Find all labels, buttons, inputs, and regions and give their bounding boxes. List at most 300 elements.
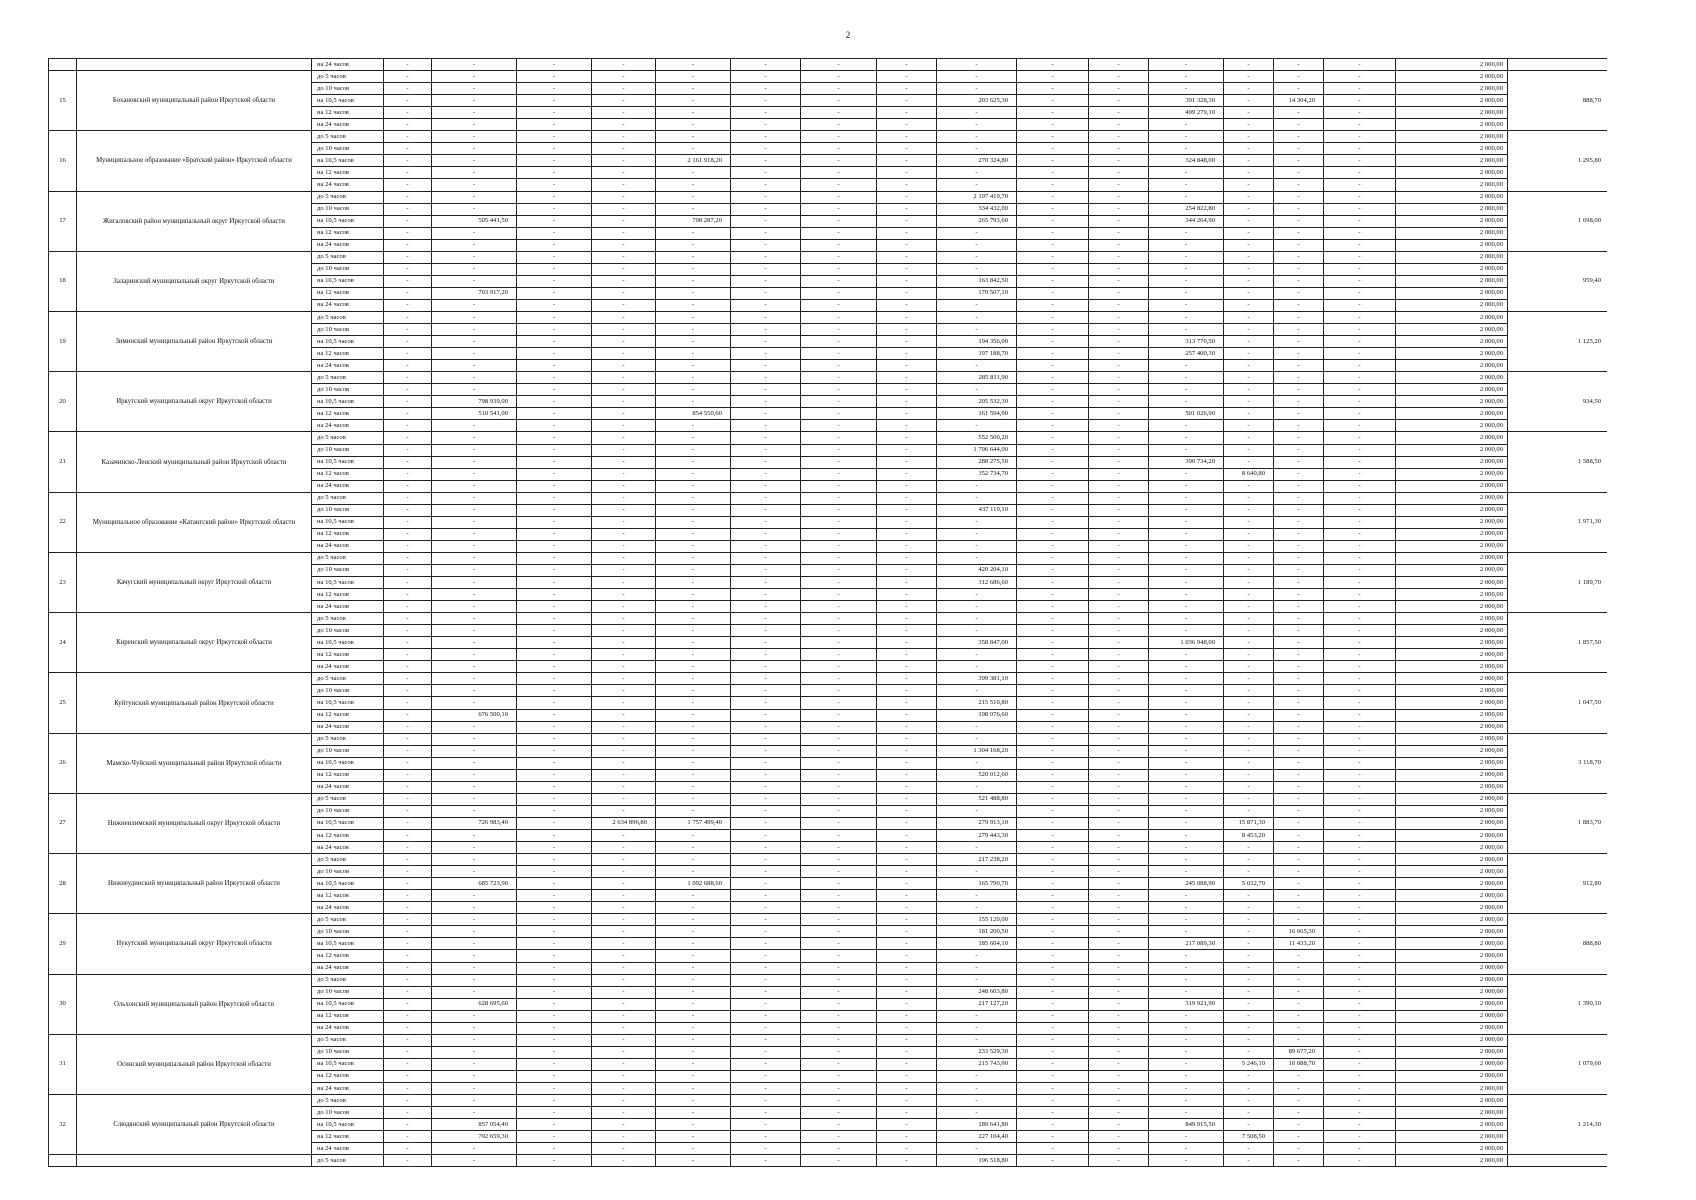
dash-cell: -	[592, 601, 656, 613]
dash-cell: -	[731, 962, 801, 974]
dash-cell: -	[1089, 878, 1149, 890]
price-cell: 2 000,00	[1396, 131, 1508, 143]
dash-cell: -	[432, 179, 517, 191]
dash-cell: -	[877, 324, 937, 336]
duration-cell: на 24 часов	[312, 420, 384, 432]
price-cell: 2 000,00	[1396, 179, 1508, 191]
dash-cell: -	[1089, 938, 1149, 950]
dash-cell: -	[801, 179, 877, 191]
value-cell: 2 161 918,20	[656, 155, 731, 167]
dash-cell: -	[877, 504, 937, 516]
dash-cell: -	[384, 697, 432, 709]
dash-cell: -	[432, 601, 517, 613]
dash-cell: -	[1089, 155, 1149, 167]
dash-cell: -	[801, 625, 877, 637]
dash-cell: -	[517, 938, 592, 950]
price-cell: 2 000,00	[1396, 1034, 1508, 1046]
duration-cell: до 5 часов	[312, 793, 384, 805]
price-cell: 2 000,00	[1396, 83, 1508, 95]
dash-cell: -	[432, 504, 517, 516]
region-name: Иркутский муниципальный округ Иркутской области	[77, 372, 312, 432]
dash-cell: -	[656, 625, 731, 637]
dash-cell: -	[1224, 263, 1274, 275]
duration-cell: до 5 часов	[312, 673, 384, 685]
dash-cell: -	[1274, 962, 1324, 974]
dash-cell: -	[592, 1119, 656, 1131]
dash-cell: -	[1149, 902, 1224, 914]
dash-cell: -	[1224, 95, 1274, 107]
value-cell: 198 076,60	[937, 709, 1017, 721]
dash-cell: -	[877, 830, 937, 842]
dash-cell: -	[877, 360, 937, 372]
dash-cell: -	[1017, 336, 1089, 348]
dash-cell: -	[656, 528, 731, 540]
dash-cell: -	[592, 528, 656, 540]
duration-cell: до 10 часов	[312, 564, 384, 576]
dash-cell: -	[1017, 275, 1089, 287]
dash-cell: -	[517, 673, 592, 685]
dash-cell: -	[517, 1010, 592, 1022]
dash-cell: -	[801, 709, 877, 721]
dash-cell: -	[877, 902, 937, 914]
dash-cell: -	[877, 781, 937, 793]
dash-cell: -	[1224, 613, 1274, 625]
duration-cell: до 5 часов	[312, 552, 384, 564]
dash-cell: -	[656, 697, 731, 709]
dash-cell: -	[592, 263, 656, 275]
dash-cell: -	[592, 420, 656, 432]
dash-cell: -	[432, 974, 517, 986]
dash-cell: -	[937, 131, 1017, 143]
dash-cell: -	[877, 1155, 937, 1167]
dash-cell: -	[656, 1034, 731, 1046]
dash-cell: -	[1324, 324, 1396, 336]
dash-cell: -	[801, 95, 877, 107]
dash-cell: -	[801, 1131, 877, 1143]
dash-cell: -	[937, 480, 1017, 492]
dash-cell: -	[1224, 769, 1274, 781]
region-total: 1 079,60	[1508, 1034, 1608, 1094]
dash-cell: -	[1089, 962, 1149, 974]
dash-cell: -	[1089, 1155, 1149, 1167]
dash-cell: -	[1324, 745, 1396, 757]
dash-cell: -	[937, 251, 1017, 263]
dash-cell: -	[1017, 432, 1089, 444]
dash-cell: -	[1274, 902, 1324, 914]
region-number: 31	[49, 1034, 77, 1094]
region-number: 16	[49, 131, 77, 191]
dash-cell: -	[877, 215, 937, 227]
value-cell: 203 625,30	[937, 95, 1017, 107]
dash-cell: -	[1089, 721, 1149, 733]
dash-cell: -	[592, 384, 656, 396]
dash-cell: -	[1089, 275, 1149, 287]
dash-cell: -	[1149, 444, 1224, 456]
dash-cell: -	[517, 721, 592, 733]
dash-cell: -	[592, 1131, 656, 1143]
dash-cell: -	[656, 468, 731, 480]
dash-cell: -	[937, 1143, 1017, 1155]
dash-cell: -	[877, 926, 937, 938]
region-number: 23	[49, 552, 77, 612]
dash-cell: -	[801, 1119, 877, 1131]
dash-cell: -	[1089, 372, 1149, 384]
dash-cell: -	[801, 938, 877, 950]
dash-cell: -	[877, 336, 937, 348]
dash-cell: -	[937, 805, 1017, 817]
dash-cell: -	[384, 1034, 432, 1046]
duration-cell: на 24 часов	[312, 299, 384, 311]
dash-cell: -	[656, 1046, 731, 1058]
dash-cell: -	[1274, 564, 1324, 576]
dash-cell: -	[592, 781, 656, 793]
region-total: 912,80	[1508, 854, 1608, 914]
value-cell: 215 510,80	[937, 697, 1017, 709]
region-total: 888,80	[1508, 914, 1608, 974]
duration-cell: до 5 часов	[312, 1155, 384, 1167]
dash-cell: -	[801, 697, 877, 709]
dash-cell: -	[384, 721, 432, 733]
dash-cell: -	[801, 396, 877, 408]
dash-cell: -	[1324, 721, 1396, 733]
dash-cell: -	[1224, 215, 1274, 227]
dash-cell: -	[731, 902, 801, 914]
duration-cell: на 10,5 часов	[312, 456, 384, 468]
dash-cell: -	[801, 324, 877, 336]
price-cell: 2 000,00	[1396, 504, 1508, 516]
dash-cell: -	[384, 805, 432, 817]
dash-cell: -	[592, 227, 656, 239]
dash-cell: -	[731, 504, 801, 516]
dash-cell: -	[432, 336, 517, 348]
dash-cell: -	[384, 227, 432, 239]
dash-cell: -	[801, 1046, 877, 1058]
dash-cell: -	[656, 396, 731, 408]
dash-cell: -	[517, 95, 592, 107]
dash-cell: -	[731, 287, 801, 299]
value-cell: 285 811,90	[937, 372, 1017, 384]
dash-cell: -	[384, 589, 432, 601]
price-cell: 2 000,00	[1396, 998, 1508, 1010]
dash-cell: -	[432, 637, 517, 649]
dash-cell: -	[592, 83, 656, 95]
dash-cell: -	[517, 757, 592, 769]
dash-cell: -	[1149, 1095, 1224, 1107]
region-total: 1 971,30	[1508, 492, 1608, 552]
dash-cell: -	[877, 1095, 937, 1107]
dash-cell: -	[1324, 71, 1396, 83]
dash-cell: -	[1224, 1155, 1274, 1167]
value-cell: 217 238,20	[937, 854, 1017, 866]
dash-cell: -	[517, 420, 592, 432]
dash-cell: -	[384, 119, 432, 131]
dash-cell: -	[592, 480, 656, 492]
dash-cell: -	[801, 601, 877, 613]
dash-cell: -	[1274, 71, 1324, 83]
dash-cell: -	[1274, 793, 1324, 805]
dash-cell: -	[937, 866, 1017, 878]
dash-cell: -	[592, 167, 656, 179]
dash-cell: -	[1324, 1070, 1396, 1082]
dash-cell: -	[432, 552, 517, 564]
dash-cell: -	[1274, 107, 1324, 119]
dash-cell: -	[517, 287, 592, 299]
dash-cell: -	[656, 998, 731, 1010]
dash-cell: -	[432, 540, 517, 552]
dash-cell: -	[592, 757, 656, 769]
dash-cell: -	[1089, 1119, 1149, 1131]
dash-cell: -	[1324, 540, 1396, 552]
dash-cell: -	[937, 263, 1017, 275]
dash-cell: -	[937, 661, 1017, 673]
dash-cell: -	[731, 336, 801, 348]
dash-cell: -	[1274, 263, 1324, 275]
dash-cell: -	[592, 745, 656, 757]
price-cell: 2 000,00	[1396, 805, 1508, 817]
value-cell: 189 641,80	[937, 1119, 1017, 1131]
dash-cell: -	[1224, 203, 1274, 215]
dash-cell: -	[731, 998, 801, 1010]
price-cell: 2 000,00	[1396, 516, 1508, 528]
dash-cell: -	[1089, 83, 1149, 95]
dash-cell: -	[1224, 1046, 1274, 1058]
dash-cell: -	[937, 902, 1017, 914]
dash-cell: -	[1089, 625, 1149, 637]
value-cell: 798 287,20	[656, 215, 731, 227]
dash-cell: -	[1017, 601, 1089, 613]
duration-cell: на 24 часов	[312, 360, 384, 372]
dash-cell: -	[1089, 444, 1149, 456]
price-cell: 2 000,00	[1396, 1010, 1508, 1022]
dash-cell: -	[384, 1010, 432, 1022]
dash-cell: -	[877, 854, 937, 866]
dash-cell: -	[1224, 480, 1274, 492]
dash-cell: -	[517, 348, 592, 360]
dash-cell: -	[731, 167, 801, 179]
value-cell: 245 088,90	[1149, 878, 1224, 890]
dash-cell: -	[517, 998, 592, 1010]
dash-cell: -	[517, 685, 592, 697]
value-cell: 265 793,60	[937, 215, 1017, 227]
dash-cell: -	[1089, 817, 1149, 829]
dash-cell: -	[592, 625, 656, 637]
dash-cell: -	[731, 1058, 801, 1070]
dash-cell: -	[937, 107, 1017, 119]
dash-cell: -	[731, 649, 801, 661]
dash-cell: -	[432, 516, 517, 528]
value-cell: 8 453,20	[1224, 830, 1274, 842]
duration-cell: до 10 часов	[312, 1046, 384, 1058]
dash-cell: -	[656, 179, 731, 191]
dash-cell: -	[1017, 1070, 1089, 1082]
dash-cell: -	[592, 854, 656, 866]
dash-cell: -	[656, 1022, 731, 1034]
duration-cell: на 12 часов	[312, 348, 384, 360]
dash-cell: -	[1149, 504, 1224, 516]
price-cell: 2 000,00	[1396, 673, 1508, 685]
dash-cell: -	[384, 1046, 432, 1058]
dash-cell: -	[1017, 673, 1089, 685]
dash-cell: -	[592, 866, 656, 878]
dash-cell: -	[1274, 781, 1324, 793]
dash-cell: -	[517, 805, 592, 817]
price-cell: 2 000,00	[1396, 444, 1508, 456]
dash-cell: -	[384, 504, 432, 516]
dash-cell: -	[731, 396, 801, 408]
dash-cell: -	[384, 372, 432, 384]
duration-cell: на 12 часов	[312, 649, 384, 661]
dash-cell: -	[801, 492, 877, 504]
dash-cell: -	[384, 564, 432, 576]
dash-cell: -	[1149, 191, 1224, 203]
dash-cell: -	[1017, 613, 1089, 625]
dash-cell: -	[592, 1058, 656, 1070]
dash-cell: -	[656, 830, 731, 842]
value-cell: 312 686,60	[937, 577, 1017, 589]
dash-cell: -	[1324, 348, 1396, 360]
value-cell: 10 088,70	[1274, 1058, 1324, 1070]
value-cell: 5 032,70	[1224, 878, 1274, 890]
duration-cell: на 10,5 часов	[312, 275, 384, 287]
dash-cell: -	[877, 697, 937, 709]
dash-cell: -	[1224, 926, 1274, 938]
dash-cell: -	[592, 938, 656, 950]
dash-cell: -	[1324, 396, 1396, 408]
dash-cell: -	[592, 1010, 656, 1022]
dash-cell: -	[877, 107, 937, 119]
dash-cell: -	[1149, 528, 1224, 540]
dash-cell: -	[877, 131, 937, 143]
price-cell: 2 000,00	[1396, 986, 1508, 998]
dash-cell: -	[877, 191, 937, 203]
region-number: 18	[49, 251, 77, 311]
dash-cell: -	[1224, 1022, 1274, 1034]
dash-cell: -	[731, 950, 801, 962]
dash-cell: -	[1324, 733, 1396, 745]
dash-cell: -	[1274, 842, 1324, 854]
dash-cell: -	[384, 1107, 432, 1119]
dash-cell: -	[592, 504, 656, 516]
price-cell: 2 000,00	[1396, 263, 1508, 275]
dash-cell: -	[432, 275, 517, 287]
dash-cell: -	[1274, 697, 1324, 709]
empty-cell	[77, 59, 312, 71]
price-cell: 2 000,00	[1396, 311, 1508, 323]
dash-cell: -	[1089, 902, 1149, 914]
dash-cell: -	[1017, 842, 1089, 854]
dash-cell: -	[384, 817, 432, 829]
dash-cell: -	[1149, 661, 1224, 673]
dash-cell: -	[517, 854, 592, 866]
duration-cell: на 12 часов	[312, 468, 384, 480]
value-cell: 7 508,50	[1224, 1131, 1274, 1143]
table-row	[49, 492, 1608, 504]
duration-cell: до 10 часов	[312, 83, 384, 95]
dash-cell: -	[432, 986, 517, 998]
dash-cell: -	[1224, 528, 1274, 540]
dash-cell: -	[1089, 408, 1149, 420]
dash-cell: -	[656, 1070, 731, 1082]
price-cell: 2 000,00	[1396, 842, 1508, 854]
dash-cell: -	[801, 793, 877, 805]
dash-cell: -	[1224, 842, 1274, 854]
dash-cell: -	[1017, 396, 1089, 408]
dash-cell: -	[731, 866, 801, 878]
dash-cell: -	[1274, 685, 1324, 697]
region-total: 934,50	[1508, 372, 1608, 432]
dash-cell: -	[877, 1046, 937, 1058]
dash-cell: -	[937, 757, 1017, 769]
dash-cell: -	[801, 661, 877, 673]
dash-cell: -	[877, 1107, 937, 1119]
dash-cell: -	[1274, 275, 1324, 287]
price-cell: 2 000,00	[1396, 817, 1508, 829]
dash-cell: -	[1324, 962, 1396, 974]
price-cell: 2 000,00	[1396, 336, 1508, 348]
price-cell: 2 000,00	[1396, 215, 1508, 227]
dash-cell: -	[1274, 866, 1324, 878]
dash-cell: -	[937, 299, 1017, 311]
price-cell: 2 000,00	[1396, 492, 1508, 504]
dash-cell: -	[731, 625, 801, 637]
dash-cell: -	[731, 432, 801, 444]
duration-cell: на 24 часов	[312, 1082, 384, 1094]
dash-cell: -	[1274, 577, 1324, 589]
dash-cell: -	[432, 131, 517, 143]
dash-cell: -	[1324, 299, 1396, 311]
dash-cell: -	[1324, 179, 1396, 191]
dash-cell: -	[384, 842, 432, 854]
dash-cell: -	[1274, 914, 1324, 926]
dash-cell: -	[384, 613, 432, 625]
value-cell: 792 659,30	[432, 1131, 517, 1143]
value-cell: 8 640,80	[1224, 468, 1274, 480]
dash-cell: -	[1017, 540, 1089, 552]
dash-cell: -	[801, 408, 877, 420]
price-cell: 2 000,00	[1396, 830, 1508, 842]
dash-cell: -	[1017, 203, 1089, 215]
dash-cell: -	[937, 781, 1017, 793]
dash-cell: -	[801, 215, 877, 227]
dash-cell: -	[656, 1107, 731, 1119]
dash-cell: -	[656, 866, 731, 878]
dash-cell: -	[801, 540, 877, 552]
dash-cell: -	[877, 890, 937, 902]
dash-cell: -	[1274, 384, 1324, 396]
dash-cell: -	[517, 974, 592, 986]
dash-cell: -	[877, 263, 937, 275]
dash-cell: -	[1017, 769, 1089, 781]
value-cell: 254 822,80	[1149, 203, 1224, 215]
dash-cell: -	[592, 577, 656, 589]
duration-cell: на 24 часов	[312, 1022, 384, 1034]
dash-cell: -	[877, 528, 937, 540]
dash-cell: -	[1324, 866, 1396, 878]
value-cell: 685 723,90	[432, 878, 517, 890]
dash-cell: -	[384, 1070, 432, 1082]
dash-cell: -	[592, 119, 656, 131]
dash-cell: -	[656, 890, 731, 902]
dash-cell: -	[384, 757, 432, 769]
duration-cell: до 10 часов	[312, 444, 384, 456]
price-cell: 2 000,00	[1396, 601, 1508, 613]
dash-cell: -	[1017, 733, 1089, 745]
price-cell: 2 000,00	[1396, 203, 1508, 215]
dash-cell: -	[731, 577, 801, 589]
dash-cell: -	[517, 1143, 592, 1155]
region-total: 1 125,20	[1508, 311, 1608, 371]
region-number: 25	[49, 673, 77, 733]
